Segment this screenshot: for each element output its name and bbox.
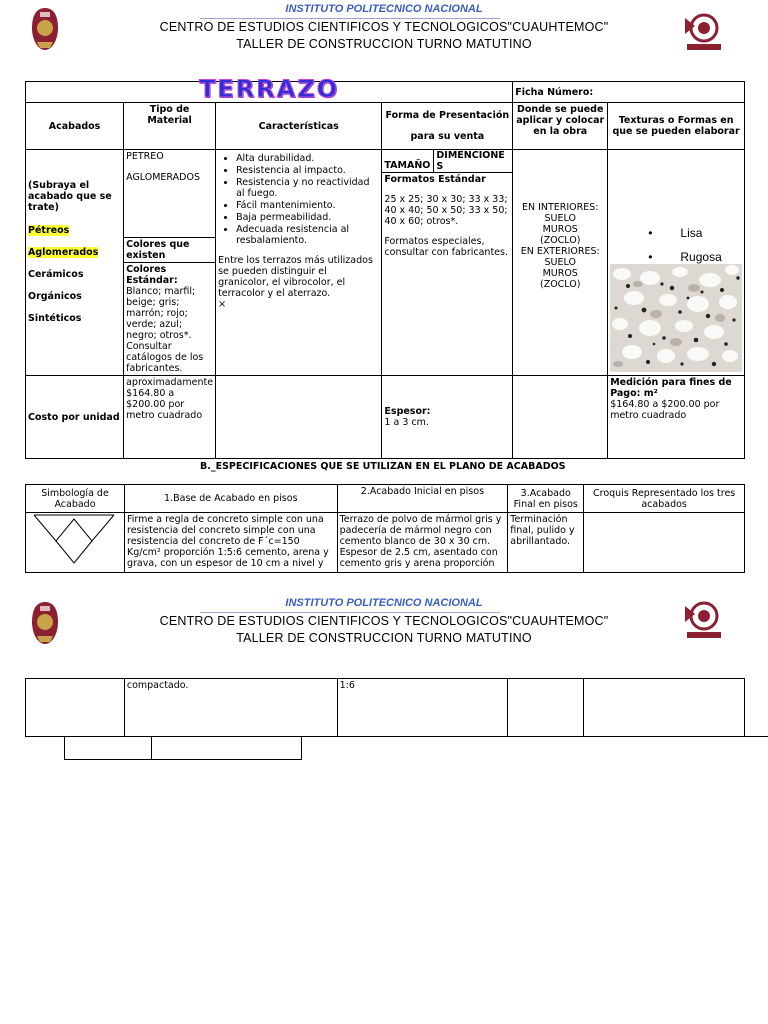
espesor-cell (382, 376, 513, 459)
colores-text: Blanco; marfil; beige; gris; marrón; rojo; verde; azul; negro; otros*. Consultar catálogos de los fabricantes. (126, 286, 204, 374)
taller-name: TALLER DE CONSTRUCCION TURNO MATUTINO (236, 37, 532, 51)
spec-header-final: 3.Acabado Final en pisos (508, 485, 584, 513)
formatos-especiales: Formatos especiales, consultar con fabricantes. (384, 236, 508, 258)
spec-base-cont: compactado. (124, 679, 337, 737)
spec-croquis (584, 513, 745, 573)
acabado-organicos: Orgánicos (28, 291, 82, 302)
spec-table (25, 484, 745, 573)
spec-inicial: Terrazo de polvo de mármol gris y padecería de mármol negro con cemento blanco de 30 x 30 cm. Espesor de 2.5 cm, asentado con cemento gris y arena proporción (337, 513, 508, 573)
caracteristica-item: • Adecuada resistencia al resbalamiento. (236, 224, 379, 246)
acabado-petreos: Pétreos (28, 225, 70, 236)
col-acabados: Acabados (26, 103, 124, 150)
table-trailing-line (745, 736, 768, 737)
dimension-label: DIMENCIONES (436, 150, 505, 172)
acabado-sinteticos: Sintéticos (28, 313, 82, 324)
col-forma (382, 103, 513, 150)
terrazo-sheet (25, 75, 745, 459)
spec-base: Firme a regla de concreto simple con una resistencia del concreto simple con una resistencia del concreto de F´c=150 Kg/cm² proporción 1:5:6 cemento, arena y grava, con un espesor de 10 cm a nivel y (125, 513, 338, 573)
forma-cell (382, 150, 513, 376)
caracteristica-item: • Fácil mantenimiento. (236, 200, 379, 211)
donde-line: EN EXTERIORES: (520, 246, 600, 257)
spec-table-continued (25, 678, 745, 737)
medicion-value: $164.80 a $200.00 por metro cuadrado (610, 399, 720, 421)
spec-header-base: 1.Base de Acabado en pisos (125, 485, 338, 513)
acabados-cell (26, 150, 124, 376)
spec-header-croquis: Croquis Representado los tres acabados (584, 485, 745, 513)
col-tipo: Tipo de Material (124, 103, 216, 150)
institute-name-page2: INSTITUTO POLITECNICO NACIONAL (285, 597, 483, 609)
colores-std-label: Colores Estándar: (126, 264, 178, 286)
formatos-label: Formatos Estándar (384, 174, 486, 185)
caracteristicas-cell (216, 150, 382, 376)
texturas-cell (608, 150, 745, 376)
terrazo-texture-image (610, 264, 742, 372)
spec-inicial-cont: 1:6 (337, 679, 508, 737)
col-forma-line1: Forma de Presentación (385, 110, 510, 121)
donde-line: MUROS (542, 224, 578, 235)
taller-name-page2: TALLER DE CONSTRUCCION TURNO MATUTINO (236, 631, 532, 645)
donde-empty (513, 376, 608, 459)
caracteristicas-text: Entre los terrazos más utilizados se pueden distinguir el granicolor, el vibrocolor, el terracolor y el aterrazo. (218, 255, 373, 299)
simbologia-diagram (26, 513, 124, 569)
medicion-label: Medición para fines de Pago: m² (610, 377, 732, 399)
center-name-page2: CENTRO DE ESTUDIOS CIENTIFICOS Y TECNOLOGICOS"CUAUHTEMOC" (159, 614, 609, 628)
spec-final: Terminación final, pulido y abrillantado. (508, 513, 584, 573)
donde-cell (513, 150, 608, 376)
simbologia-cont (26, 679, 125, 737)
formatos-text: 25 x 25; 30 x 30; 33 x 33; 40 x 40; 50 x 50; 33 x 50; 40 x 60; otros*. (384, 194, 508, 227)
donde-line: SUELO (544, 213, 576, 224)
simbologia-cell (26, 513, 125, 573)
col-forma-line2: para su venta (410, 131, 485, 142)
tipo-cell (124, 150, 216, 376)
spec-header-inicial: 2.Acabado Inicial en pisos (337, 485, 508, 513)
header-divider (200, 18, 500, 19)
acabado-ceramicos: Cerámicos (28, 269, 84, 280)
textura-lisa: • Lisa (648, 226, 703, 240)
caracteristica-item: • Baja permeabilidad. (236, 212, 379, 223)
header-divider-page2 (200, 612, 500, 613)
col-donde: Donde se puede aplicar y colocar en la obra (513, 103, 608, 150)
spec-croquis-cont (584, 679, 745, 737)
tamano-label: TAMAÑO (382, 150, 434, 172)
tipo-aglomerados: AGLOMERADOS (126, 172, 200, 183)
colores-label: Colores que existen (124, 238, 215, 263)
donde-line: (ZOCLO) (539, 235, 581, 246)
spec-final-cont (508, 679, 584, 737)
ficha-number: Ficha Número: (513, 82, 745, 103)
section-b-title: B._ESPECIFICACIONES QUE SE UTILIZAN EN EL PLANO DE ACABADOS (200, 461, 566, 472)
donde-line: (ZOCLO) (539, 279, 581, 290)
empty-box-large (151, 737, 302, 760)
donde-line: EN INTERIORES: (521, 202, 599, 213)
spec-header-simbologia: Simbología de Acabado (26, 485, 125, 513)
donde-line: MUROS (542, 268, 578, 279)
donde-line: SUELO (544, 257, 576, 268)
acabados-intro: (Subraya el acabado que se trate) (28, 180, 112, 213)
costo-value: aproximadamente $164.80 a $200.00 por metro cuadrado (124, 376, 216, 459)
caracteristicas-mark: × (218, 299, 227, 310)
institute-name: INSTITUTO POLITECNICO NACIONAL (285, 3, 483, 15)
espesor-label: Espesor: (384, 406, 431, 417)
costo-empty (216, 376, 382, 459)
sheet-title: TERRAZO (199, 75, 340, 103)
tipo-petreo: PETREO (126, 151, 164, 162)
caracteristica-item: • Resistencia y no reactividad al fuego. (236, 177, 379, 199)
caracteristica-item: • Resistencia al impacto. (236, 165, 379, 176)
cecyt-logo-right-page2 (683, 596, 723, 642)
empty-box-small (64, 737, 152, 760)
acabado-aglomerados: Aglomerados (28, 247, 99, 258)
title-cell (26, 75, 513, 103)
center-name: CENTRO DE ESTUDIOS CIENTIFICOS Y TECNOLOGICOS"CUAUHTEMOC" (159, 20, 609, 34)
espesor-value: 1 a 3 cm. (384, 417, 429, 428)
col-texturas: Texturas o Formas en que se pueden elaborar (608, 103, 745, 150)
medicion-cell (608, 376, 745, 459)
caracteristica-item: • Alta durabilidad. (236, 153, 379, 164)
textura-rugosa: • Rugosa (648, 250, 722, 264)
col-caracteristicas: Características (216, 103, 382, 150)
costo-label: Costo por unidad (26, 376, 124, 459)
cecyt-logo-right (683, 8, 723, 54)
caracteristicas-list (218, 153, 379, 246)
